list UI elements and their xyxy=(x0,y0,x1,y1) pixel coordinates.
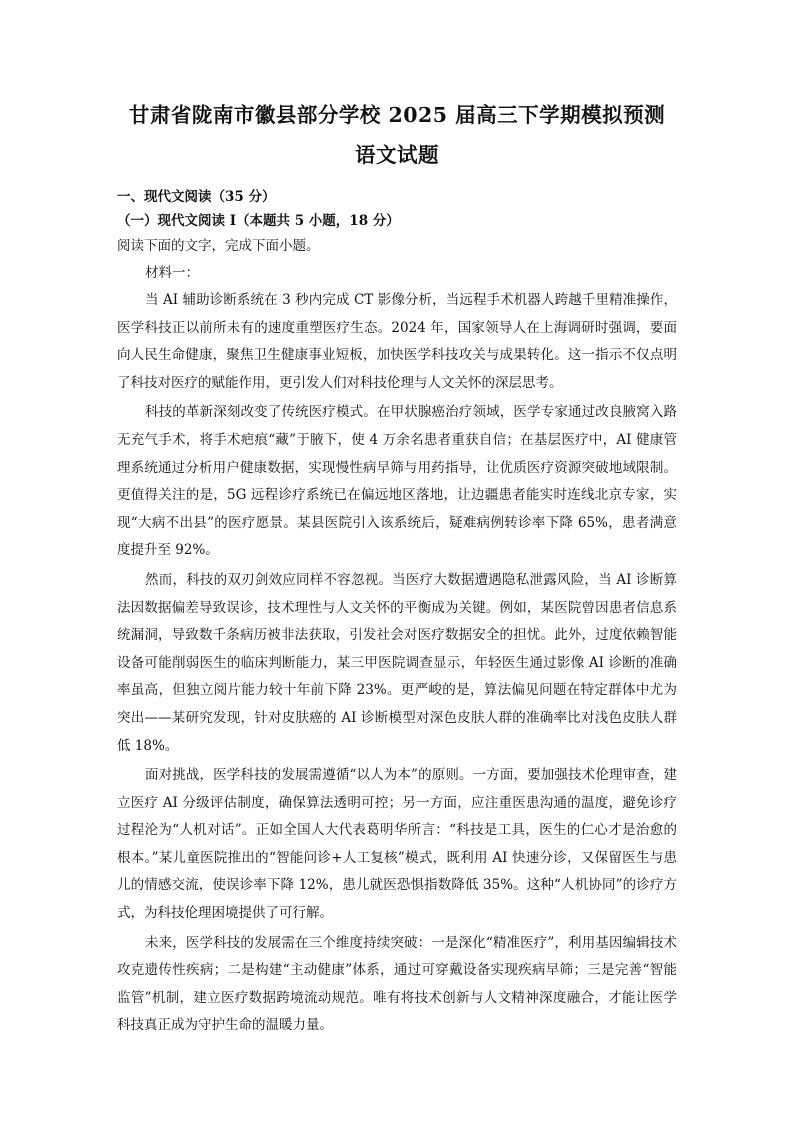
paragraph: 未来，医学科技的发展需在三个维度持续突破：一是深化“精准医疗”，利用基因编辑技术攻克遗传性疾病；二是构建“主动健康”体系，通过可穿戴设备实现疾病早筛；三是完善“智能监管”机制，建立医疗数据跨境流动规范。唯有将技术创新与人文精神深度融合，才能让医学科技真正成为守护生命的温暖力量。 xyxy=(117,934,677,1034)
document-title: 甘肃省陇南市徽县部分学校 2025 届高三下学期模拟预测 xyxy=(128,103,666,127)
paragraph: 然而，科技的双刃剑效应同样不容忽视。当医疗大数据遭遇隐私泄露风险，当 AI 诊断算法因数据偏差导致误诊，技术理性与人文关怀的平衡成为关键。例如，某医院曾因患者信息系统漏洞，导致数千条病历被非法获取，引发社会对医疗数据安全的担忧。此外，过度依赖智能设备可能削弱医生的临床判断能力，某三甲医院调查显示，年轻医生通过影像 AI 诊断的准确率虽高，但独立阅片能力较十年前下降 23%。更严峻的是，算法偏见问题在特定群体中尤为突出——某研究发现，针对皮肤癌的 AI 诊断模型对深色皮肤人群的准确率比对浅色皮肤人群低 18%。 xyxy=(117,571,677,754)
section-heading: 一、现代文阅读（35 分） xyxy=(117,189,276,205)
paragraph: 科技的革新深刻改变了传统医疗模式。在甲状腺癌治疗领域，医学专家通过改良腋窝入路无充气手术，将手术疤痕“藏”于腋下，使 4 万余名患者重获自信；在基层医疗中，AI 健康管理系统通过分析用户健康数据，实现慢性病早筛与用药指导，让优质医疗资源突破地域限制。更值得关注的是，5G 远程诊疗系统已在偏远地区落地，让边疆患者能实时连线北京专家，实现“大病不出县”的医疗愿景。某县医院引入该系统后，疑难病例转诊率下降 65%，患者满意度提升至 92%。 xyxy=(117,404,677,559)
material-label: 材料一： xyxy=(145,265,199,281)
paragraph: 当 AI 辅助诊断系统在 3 秒内完成 CT 影像分析，当远程手术机器人跨越千里精准操作，医学科技正以前所未有的速度重塑医疗生态。2024 年，国家领导人在上海调研时强调，要面向人民生命健康，聚焦卫生健康事业短板，加快医学科技攻关与成果转化。这一指示不仅点明了科技对医疗的赋能作用，更引发人们对科技伦理与人文关怀的深层思考。 xyxy=(117,292,677,391)
document-subtitle: 语文试题 xyxy=(355,143,439,167)
subsection-heading: （一）现代文阅读 I（本题共 5 小题，18 分） xyxy=(117,213,400,229)
instruction-text: 阅读下面的文字，完成下面小题。 xyxy=(117,238,320,254)
paragraph: 面对挑战，医学科技的发展需遵循“以人为本”的原则。一方面，要加强技术伦理审查，建立医疗 AI 分级评估制度，确保算法透明可控；另一方面，应注重医患沟通的温度，避免诊疗过程沦为“人机对话”。正如全国人大代表葛明华所言：“科技是工具，医生的仁心才是治愈的根本。”某儿童医院推出的“智能问诊+人工复核”模式，既利用 AI 快速分诊，又保留医生与患儿的情感交流，使误诊率下降 12%，患儿就医恐惧指数降低 35%。这种“人机协同”的诊疗方式，为科技伦理困境提供了可行解。 xyxy=(117,767,677,922)
